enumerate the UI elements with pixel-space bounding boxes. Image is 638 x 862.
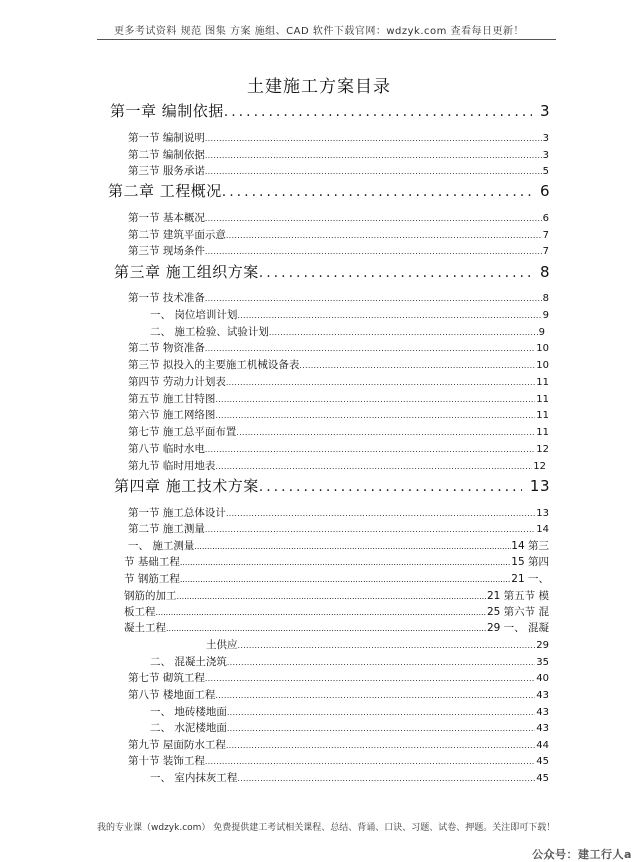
toc-wrapped-line[interactable]: [124, 588, 549, 603]
toc-label: 二、 水泥楼地面: [150, 722, 227, 734]
leader-dots: [226, 741, 535, 750]
leader-dots: [205, 134, 542, 143]
watermark: 公众号：建工行人a: [532, 848, 632, 861]
toc-label: 第八节 临时水电: [128, 443, 205, 455]
toc-label: 二、 施工检验、试验计划: [150, 326, 269, 338]
toc-page: 3: [542, 150, 549, 161]
leader-dots: [215, 462, 532, 471]
toc-page: 13: [529, 477, 550, 495]
leader-dots: [194, 542, 511, 551]
toc-chapter-3[interactable]: [114, 261, 550, 282]
toc-label: 第二节 物资准备: [128, 342, 205, 354]
toc-label: 土供应: [206, 639, 238, 651]
toc-page: 11: [536, 410, 549, 421]
toc-label: 第三章 施工组织方案: [114, 263, 259, 281]
leader-dots: [205, 247, 542, 256]
leader-dots: [259, 265, 532, 281]
toc-section[interactable]: [128, 521, 549, 536]
toc-subitem[interactable]: [206, 637, 549, 652]
toc-wrapped-line[interactable]: [124, 571, 549, 586]
toc-page: 9: [538, 327, 545, 338]
toc-page: 13: [536, 508, 549, 519]
toc-page: 3: [539, 102, 550, 120]
toc-label: 第八节 楼地面工程: [128, 689, 216, 701]
leader-dots: [205, 757, 535, 766]
toc-label: 第四节 劳动力计划表: [128, 376, 226, 388]
leader-dots: [215, 395, 535, 404]
toc-label: 第九节 屋面防水工程: [128, 739, 226, 751]
leader-dots: [205, 525, 535, 534]
toc-page: 5: [542, 166, 549, 177]
toc-subitem[interactable]: [150, 324, 545, 339]
toc-page: 9: [542, 310, 549, 321]
leader-dots: [269, 328, 538, 337]
toc-section[interactable]: [128, 441, 549, 456]
toc-section[interactable]: [128, 424, 549, 439]
toc-section[interactable]: [128, 357, 549, 372]
toc-label: 一、 施工测量: [128, 540, 195, 552]
toc-chapter-1[interactable]: [110, 100, 550, 121]
toc-wrapped-line[interactable]: [124, 620, 549, 635]
toc-section[interactable]: [128, 391, 549, 406]
leader-dots: [238, 641, 536, 650]
toc-page: 12: [533, 461, 546, 472]
toc-label: 第二章 工程概况: [108, 182, 222, 200]
toc-label: 第六节 施工网络图: [128, 409, 216, 421]
leader-dots: [224, 104, 532, 120]
toc-label: 第一节 施工总体设计: [128, 507, 226, 519]
leader-dots: [205, 167, 542, 176]
toc-label: 第四章 施工技术方案: [114, 477, 259, 495]
toc-page: 14: [536, 524, 549, 535]
toc-page: 11: [536, 427, 549, 438]
toc-wrapped-line[interactable]: [124, 554, 549, 569]
leader-dots: [180, 575, 511, 584]
leader-dots: [205, 674, 535, 683]
toc-page: 7: [542, 230, 549, 241]
toc-page: 6: [539, 182, 550, 200]
leader-dots: [237, 311, 541, 320]
toc-label: 第三节 拟投入的主要施工机械设备表: [128, 359, 300, 371]
toc-chapter-4[interactable]: [114, 475, 550, 496]
toc-label: 节 钢筋工程: [124, 573, 180, 585]
toc-label: 第一章 编制依据: [110, 102, 224, 120]
toc-label: 第一节 编制说明: [128, 132, 205, 144]
toc-page: 15 第四: [511, 556, 549, 568]
leader-dots: [215, 411, 535, 420]
toc-page: 21 一、: [511, 573, 549, 585]
toc-page: 8: [539, 263, 550, 281]
toc-subitem[interactable]: [150, 720, 549, 735]
toc-label: 一、 地砖楼地面: [150, 706, 227, 718]
leader-dots: [205, 344, 535, 353]
toc-wrapped-line[interactable]: [124, 538, 549, 553]
toc-page: 43: [536, 690, 549, 701]
toc-page: 44: [536, 740, 549, 751]
toc-section[interactable]: [128, 163, 549, 178]
toc-subitem[interactable]: [150, 307, 549, 322]
leader-dots: [236, 428, 535, 437]
leader-dots: [205, 151, 542, 160]
toc-chapter-2[interactable]: [108, 180, 550, 201]
leader-dots: [237, 774, 535, 783]
toc-section[interactable]: [128, 290, 549, 305]
toc-page: 6: [542, 213, 549, 224]
leader-dots: [226, 509, 535, 518]
leader-dots: [156, 608, 487, 617]
toc-section[interactable]: [128, 458, 546, 473]
toc-section[interactable]: [128, 210, 549, 225]
toc-page: 12: [536, 444, 549, 455]
leader-dots: [226, 378, 535, 387]
leader-dots: [205, 214, 542, 223]
toc-subitem[interactable]: [150, 704, 549, 719]
toc-page: 40: [536, 673, 549, 684]
leader-dots: [205, 294, 542, 303]
toc-section[interactable]: [128, 737, 549, 752]
toc-section[interactable]: [128, 505, 549, 520]
toc-page: 21 第五节 模: [486, 590, 549, 602]
toc-subitem[interactable]: [150, 770, 549, 785]
toc-page: 11: [536, 377, 549, 388]
toc-section[interactable]: [128, 227, 549, 242]
toc-section[interactable]: [128, 374, 549, 389]
toc-page: 43: [536, 723, 549, 734]
toc-label: 第三节 服务承诺: [128, 165, 205, 177]
toc-label: 一、 岗位培训计划: [150, 309, 238, 321]
toc-label: 第二节 建筑平面示意: [128, 229, 226, 241]
toc-section[interactable]: [128, 407, 549, 422]
toc-label: 第一节 技术准备: [128, 292, 205, 304]
toc-page: 35: [536, 657, 549, 668]
toc-label: 第九节 临时用地表: [128, 460, 216, 472]
toc-page: 3: [542, 133, 549, 144]
toc-section[interactable]: [128, 687, 549, 702]
toc-label: 节 基础工程: [124, 556, 180, 568]
toc-page: 10: [536, 360, 549, 371]
toc-label: 第五节 施工甘特图: [128, 393, 216, 405]
header-divider: [97, 39, 556, 40]
toc-label: 二、 混凝土浇筑: [150, 656, 227, 668]
toc-section[interactable]: [128, 753, 549, 768]
toc-label: 板工程: [124, 606, 156, 618]
page-header: 更多考试资料 规范 图集 方案 施组、CAD 软件下载官网：wdzyk.com 查看每日更新！: [113, 26, 525, 37]
leader-dots: [227, 658, 535, 667]
leader-dots: [215, 691, 535, 700]
leader-dots: [259, 479, 522, 495]
toc-page: 8: [542, 293, 549, 304]
toc-page: 25 第六节 混: [486, 606, 549, 618]
toc-page: 29: [536, 640, 549, 651]
toc-label: 第七节 施工总平面布置: [128, 426, 237, 438]
toc-page: 11: [536, 394, 549, 405]
page-footer: 我的专业课（wdzyk.com） 免费提供建工考试相关课程、总结、背诵、口诀、习题、试卷、押题。关注即可下载！: [97, 823, 556, 833]
toc-subitem[interactable]: [150, 654, 549, 669]
leader-dots: [205, 445, 535, 454]
toc-label: 第二节 编制依据: [128, 149, 205, 161]
toc-label: 第十节 装饰工程: [128, 755, 205, 767]
toc-section[interactable]: [128, 243, 549, 258]
leader-dots: [177, 592, 487, 601]
leader-dots: [227, 724, 535, 733]
leader-dots: [222, 184, 532, 200]
toc-page: 7: [542, 246, 549, 257]
toc-page: 10: [536, 343, 549, 354]
toc-label: 凝土工程: [124, 622, 166, 634]
toc-label: 第二节 施工测量: [128, 523, 205, 535]
toc-section[interactable]: [128, 147, 549, 162]
toc-section[interactable]: [128, 670, 549, 685]
leader-dots: [180, 558, 511, 567]
toc-label: 第一节 基本概况: [128, 212, 205, 224]
toc-label: 第三节 现场条件: [128, 245, 205, 257]
toc-page: 14 第三: [511, 540, 549, 552]
leader-dots: [166, 624, 487, 633]
leader-dots: [299, 361, 535, 370]
document-title: 土建施工方案目录: [247, 77, 391, 97]
toc-section[interactable]: [128, 130, 549, 145]
toc-section[interactable]: [128, 340, 549, 355]
leader-dots: [226, 231, 542, 240]
toc-page: 45: [536, 773, 549, 784]
toc-label: 第七节 砌筑工程: [128, 672, 205, 684]
toc-page: 45: [536, 756, 549, 767]
toc-page: 43: [536, 707, 549, 718]
leader-dots: [227, 708, 535, 717]
toc-page: 29 一、 混凝: [486, 622, 549, 634]
toc-wrapped-line[interactable]: [124, 604, 549, 619]
toc-label: 一、 室内抹灰工程: [150, 772, 238, 784]
toc-label: 钢筋的加工: [124, 590, 177, 602]
